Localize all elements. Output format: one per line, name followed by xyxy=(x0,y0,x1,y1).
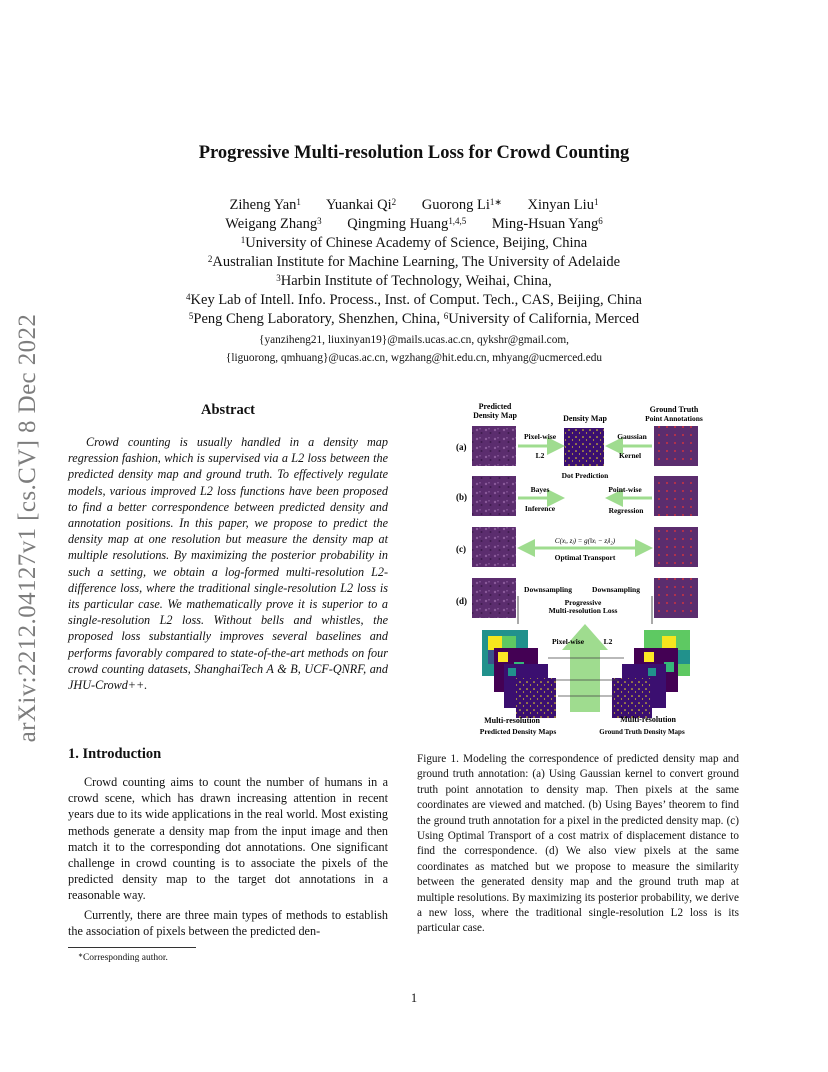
footnote: ∗Corresponding author. xyxy=(78,953,168,963)
label-multires-left: Multi-resolution xyxy=(484,716,540,725)
figure-1 xyxy=(448,400,728,740)
row-label: (a) xyxy=(456,442,467,452)
predicted-density-image xyxy=(472,527,516,567)
email-block xyxy=(60,331,768,367)
author: Ming-Hsuan Yang$^6$ xyxy=(491,215,603,232)
email-line: {yanziheng21, liuxinyan19}@mails.ucas.ac.cn, qykshr@gmail.com, xyxy=(259,334,569,346)
label-pixelwise: Pixel-wise xyxy=(523,432,557,441)
label-downsampling: Downsampling xyxy=(524,585,572,594)
authors-line-1 xyxy=(60,196,768,215)
author: Qingming Huang$^{1,4,5}$ xyxy=(347,215,467,232)
gt-multires-stack xyxy=(612,630,690,718)
label-optimal-transport: Optimal Transport xyxy=(554,553,616,562)
affiliation: $^1$University of Chinese Academy of Science, Beijing, China xyxy=(240,234,588,251)
author: Guorong $Li^{1∗}$ xyxy=(421,196,502,213)
predicted-multires-stack xyxy=(482,630,556,718)
author: Weigang Zhang$^3$ xyxy=(225,215,322,232)
author: Ziheng Yan$^1$ xyxy=(229,196,301,213)
gt-point-image xyxy=(654,476,698,516)
label-l2: L2 xyxy=(603,637,613,646)
row-label: (c) xyxy=(456,544,466,554)
abstract-heading: Abstract xyxy=(201,402,255,418)
author: Xinyan Liu$^1$ xyxy=(527,196,599,213)
density-map-image xyxy=(564,428,604,466)
authors-line-2 xyxy=(60,215,768,234)
label-multires-right: Multi-resolution xyxy=(620,715,676,724)
label-gt-maps: Ground Truth Density Maps xyxy=(599,728,685,736)
label-gaussian: Gaussian xyxy=(617,432,647,441)
arxiv-stamp xyxy=(8,298,48,758)
predicted-density-image xyxy=(472,578,516,618)
label-kernel: Kernel xyxy=(618,451,642,460)
author: Yuankai Qi$^2$ xyxy=(326,196,397,213)
label-mrl: Multi-resolution Loss xyxy=(548,606,618,615)
label-l2: L2 xyxy=(535,451,545,460)
label-bayes: Bayes xyxy=(530,485,550,494)
ot-formula: C(xᵢ, zⱼ) = g(‖xᵢ − zⱼ‖₂) xyxy=(554,537,616,545)
author-block xyxy=(60,196,768,329)
label-progressive: Progressive xyxy=(564,598,602,607)
email-line: {liguorong, qmhuang}@ucas.ac.cn, wgzhang@hit.edu.cn, mhyang@ucmerced.edu xyxy=(225,352,603,364)
label-dot-prediction: Dot Prediction xyxy=(561,471,609,480)
row-label: (b) xyxy=(456,492,467,502)
label-inference: Inference xyxy=(524,504,556,513)
paper-title: Progressive Multi-resolution Loss for Crowd Counting xyxy=(198,143,630,163)
label-downsampling: Downsampling xyxy=(592,585,640,594)
affiliation: $^2$Australian Institute for Machine Learning, The University of Adelaide xyxy=(207,253,621,270)
affiliation: $^4$Key Lab of Intell. Info. Process., Inst. of Comput. Tech., CAS, Beijing, China xyxy=(186,291,642,308)
label-pixelwise: Pixel-wise xyxy=(551,637,585,646)
footnote-rule xyxy=(68,947,196,948)
label-predicted-maps: Predicted Density Maps xyxy=(479,727,557,736)
paragraph: Crowd counting aims to count the number of humans in a crowd scene, which has drawn increasing attention in recent years due to its wide applications in the real world. Most existing methods generate a density map from the input image and then match it to the corresponding dot annotations. One significant challenge in crowd counting is to associate the pixels of the predicted density map to the target dot annotations in a reasonable way. xyxy=(68,775,388,903)
predicted-density-image xyxy=(472,426,516,466)
section-heading: 1. Introduction xyxy=(68,746,162,762)
gt-point-image xyxy=(654,527,698,567)
label-pointwise: Point-wise xyxy=(608,485,642,494)
header-predicted: Density Map xyxy=(473,411,517,420)
paragraph: Currently, there are three main types of methods to establish the association of pixels between the predicted den- xyxy=(68,907,388,938)
gt-point-image xyxy=(654,426,698,466)
header-density: Density Map xyxy=(563,414,607,423)
header-gt: Ground Truth xyxy=(649,405,699,414)
label-regression: Regression xyxy=(608,506,644,515)
row-label: (d) xyxy=(456,596,467,606)
header-gt: Point Annotations xyxy=(645,414,703,423)
intro-text xyxy=(68,774,388,939)
gt-point-image xyxy=(654,578,698,618)
arxiv-id: arXiv:2212.04127v1 [cs.CV] 8 Dec 2022 xyxy=(14,313,41,743)
affiliation: $^3$Harbin Institute of Technology, Weihai, China, xyxy=(276,272,552,289)
page-number: 1 xyxy=(410,991,418,1005)
predicted-density-image xyxy=(472,476,516,516)
figure-caption: Figure 1. Modeling the correspondence of predicted density map and ground truth annotation: (a) Using Gaussian kernel to convert ground truth point annotation to density map. Then pixels at the same coordinates are viewed and matched. (b) Using Bayes’ theorem to find the ground truth annotation for a pixel in the predicted density map. (c) Using Optimal Transport of a cost matrix of displacement distance to find the correspondence. (d) We also view pixels at the same coordinates as matched but we propose to measure the similarity between the generated density map and the ground truth map at multiple resolutions. By maximizing its posterior probability, we derive a new loss, where the traditional single-resolution L2 loss is its particular case. xyxy=(417,753,739,935)
affiliation: $^5$Peng Cheng Laboratory, Shenzhen, China, $^6$University of California, Merced xyxy=(188,310,640,327)
header-predicted: Predicted xyxy=(478,402,512,411)
abstract-text: Crowd counting is usually handled in a density map regression fashion, which is supervised via a L2 loss between the predicted density map and ground truth. To effectively regulate models, various improved L2 loss functions have been proposed to find a better correspondence between predicted density and annotation positions. In this paper, we propose to predict the density map at one resolution but measure the density map at multiple resolutions. By maximizing the posterior probability in such a setting, we obtain a log-formed multi-resolution L2-difference loss, where the traditional single-resolution L2 loss is its particular case. We mathematically prove it is superior to a single-resolution L2 loss. Without bells and whistles, the proposed loss substantially improves several baselines and performs favorably compared to state-of-the-art methods on four crowd counting datasets, ShanghaiTech A & B, UCF-QNRF, and JHU-Crowd++. xyxy=(68,435,388,693)
